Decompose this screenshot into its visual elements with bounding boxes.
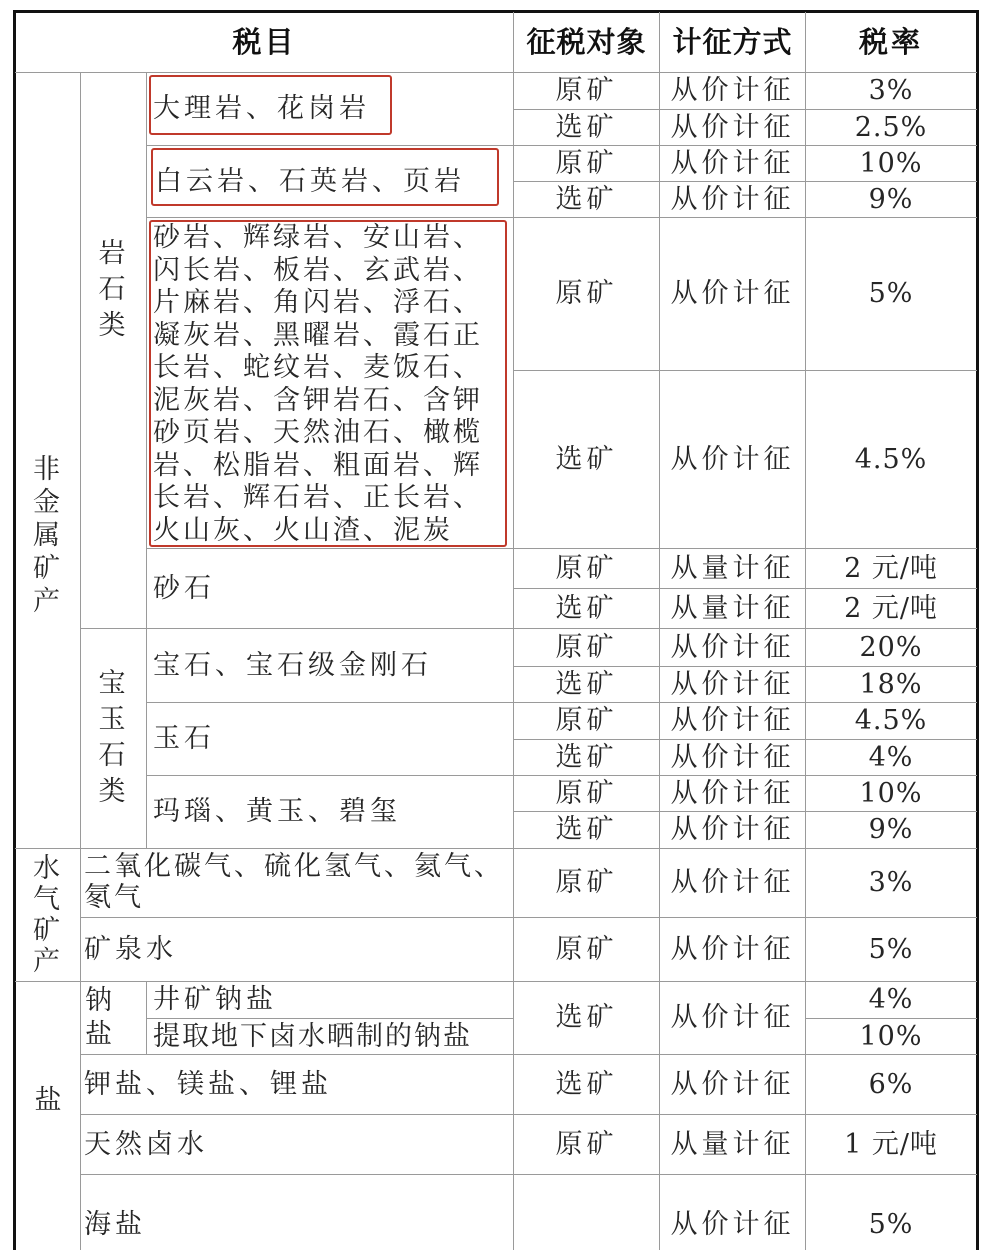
rate-cell: 5% (868, 1209, 914, 1240)
subcategory-label: 钠盐 (85, 985, 112, 1050)
item-gravel: 砂石 (153, 572, 215, 604)
item-gases: 二氧化碳气、硫化氢气、氦气、氡气 (84, 851, 504, 913)
rate-cell: 3% (868, 75, 914, 106)
rate-cell: 10% (859, 1020, 923, 1052)
rate-cell: 4% (868, 984, 914, 1015)
subcategory-label: 宝玉石类 (98, 668, 126, 807)
tax-object-cell: 选矿 (555, 111, 618, 143)
highlight-box (149, 220, 507, 547)
tax-object-cell: 原矿 (555, 933, 618, 965)
category-non-metal (16, 72, 80, 848)
item-dolomite: 白云岩、石英岩、页岩 (155, 165, 465, 197)
header-tax-item: 税目 (232, 25, 297, 59)
tax-object-cell: 原矿 (555, 552, 618, 584)
item-jade: 玉石 (153, 723, 215, 754)
method-cell: 从价计征 (670, 1068, 795, 1100)
method-cell: 从价计征 (670, 1002, 795, 1033)
header-method: 计征方式 (672, 25, 793, 59)
rate-cell: 18% (859, 668, 923, 700)
item-natural-brine: 天然卤水 (84, 1128, 208, 1160)
method-cell: 从量计征 (670, 1128, 795, 1160)
tax-object-cell: 原矿 (555, 631, 618, 663)
tax-object-cell: 原矿 (555, 75, 618, 106)
tax-object-cell: 原矿 (555, 278, 618, 309)
method-cell: 从价计征 (670, 278, 795, 309)
category-water-gas (16, 848, 80, 981)
rate-cell: 20% (859, 631, 923, 663)
tax-object-cell: 原矿 (555, 1128, 618, 1160)
tax-object-cell: 选矿 (555, 1068, 618, 1100)
rate-cell: 5% (868, 278, 914, 309)
method-cell: 从价计征 (670, 668, 795, 700)
method-cell: 从价计征 (670, 933, 795, 965)
category-label: 水气矿产 (33, 852, 60, 977)
method-cell: 从价计征 (670, 705, 795, 736)
item-well-salt: 井矿钠盐 (153, 984, 277, 1015)
item-brine-salt: 提取地下卤水晒制的钠盐 (153, 1020, 472, 1052)
item-agate: 玛瑙、黄玉、碧玺 (153, 796, 401, 827)
rate-cell: 5% (868, 933, 914, 965)
rate-cell: 3% (868, 867, 914, 898)
method-cell: 从价计征 (670, 741, 795, 773)
rate-cell: 10% (859, 147, 923, 179)
method-cell: 从量计征 (670, 592, 795, 624)
tax-object-cell: 选矿 (555, 741, 618, 773)
rate-cell: 1 元/吨 (844, 1128, 938, 1160)
highlight-box (151, 148, 499, 206)
method-cell: 从量计征 (670, 552, 795, 584)
tax-object-cell: 原矿 (555, 705, 618, 736)
rate-cell: 2 元/吨 (844, 552, 938, 584)
tax-object-cell: 原矿 (555, 147, 618, 179)
header-tax-object: 征税对象 (526, 25, 647, 59)
rate-cell: 10% (859, 777, 923, 809)
method-cell: 从价计征 (670, 75, 795, 106)
tax-object-cell: 原矿 (555, 867, 618, 898)
method-cell: 从价计征 (670, 443, 795, 475)
header-rate: 税率 (858, 25, 923, 59)
method-cell: 从价计征 (670, 1209, 795, 1240)
item-sea-salt: 海盐 (84, 1209, 146, 1240)
rate-cell: 2 元/吨 (844, 592, 938, 624)
rate-cell: 6% (868, 1068, 914, 1100)
rate-cell: 4.5% (854, 705, 928, 736)
item-potash: 钾盐、镁盐、锂盐 (84, 1068, 332, 1100)
subcategory-label: 岩石类 (98, 238, 126, 341)
tax-object-cell (514, 1175, 659, 1250)
tax-object-cell: 原矿 (555, 777, 618, 809)
category-salt (16, 981, 80, 1250)
tax-object-cell: 选矿 (555, 814, 618, 845)
highlight-box (149, 75, 392, 135)
method-cell: 从价计征 (670, 867, 795, 898)
method-cell: 从价计征 (670, 147, 795, 179)
tax-object-cell: 选矿 (555, 1002, 618, 1033)
tax-object-cell: 选矿 (555, 183, 618, 215)
rate-cell: 9% (868, 183, 914, 215)
item-marble: 大理岩、花岗岩 (153, 93, 370, 124)
method-cell: 从价计征 (670, 111, 795, 143)
tax-object-cell: 选矿 (555, 668, 618, 700)
category-label: 盐 (34, 1085, 62, 1116)
subcategory-gem (81, 628, 146, 848)
rate-cell: 2.5% (854, 111, 928, 143)
method-cell: 从价计征 (670, 777, 795, 809)
category-label: 非金属矿产 (33, 453, 60, 617)
rate-cell: 4.5% (854, 443, 928, 475)
subcategory-sodium-salt (81, 982, 146, 1054)
item-gemstone: 宝石、宝石级金刚石 (153, 649, 432, 681)
tax-object-cell: 选矿 (555, 592, 618, 624)
rate-cell: 4% (868, 741, 914, 773)
table-border-right (976, 10, 979, 1250)
rate-cell: 9% (868, 814, 914, 845)
method-cell: 从价计征 (670, 631, 795, 663)
method-cell: 从价计征 (670, 183, 795, 215)
item-mineral-water: 矿泉水 (84, 933, 177, 965)
item-sandstone-group: 砂岩、辉绿岩、安山岩、闪长岩、板岩、玄武岩、片麻岩、角闪岩、浮石、凝灰岩、黑曜岩、霞石正长岩、蛇纹岩、麦饭石、泥灰岩、含钾岩石、含钾砂页岩、天然油石、橄榄岩、松脂岩、粗面岩、辉长岩、辉石岩、正长岩、火山灰、火山渣、泥炭 (153, 222, 483, 546)
tax-object-cell: 选矿 (555, 443, 618, 475)
method-cell: 从价计征 (670, 814, 795, 845)
subcategory-rock (81, 72, 146, 628)
